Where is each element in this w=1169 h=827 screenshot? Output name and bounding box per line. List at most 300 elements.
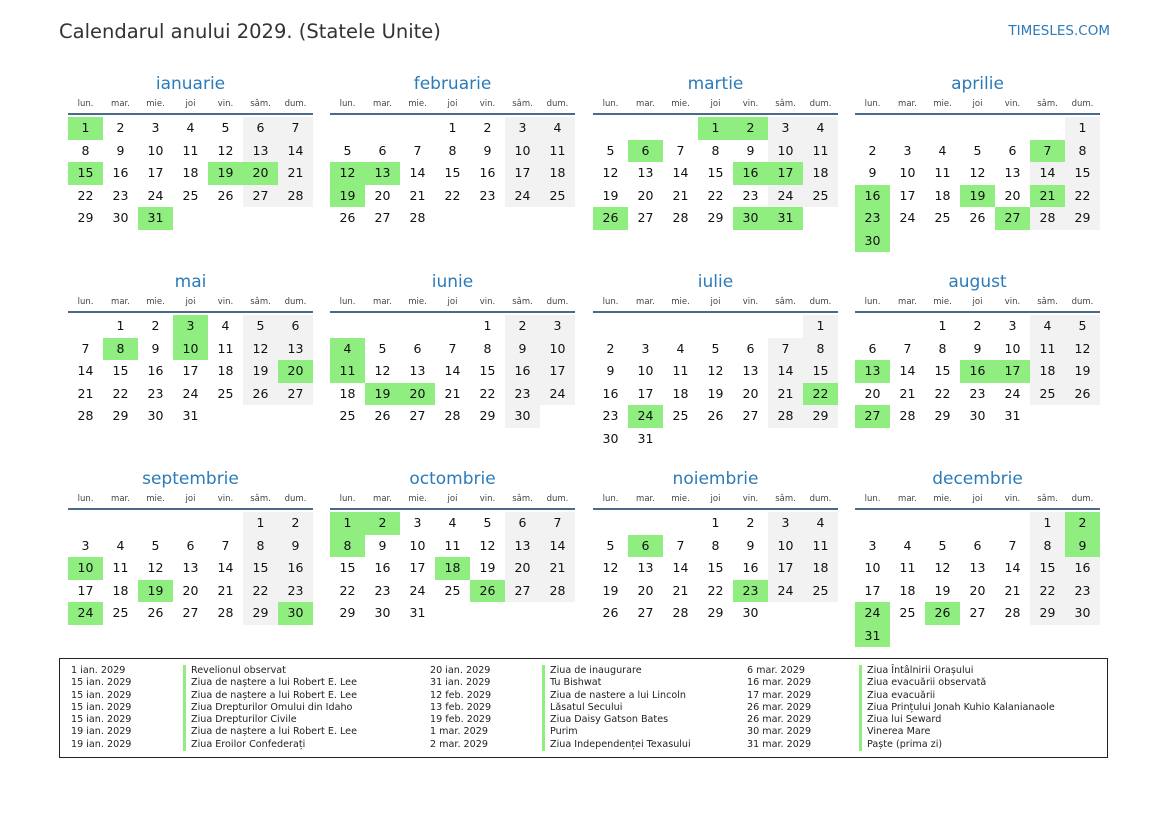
day-cell: 29 — [707, 210, 724, 225]
day-cell: 7 — [221, 537, 230, 553]
day-cell: 7 — [1008, 537, 1017, 553]
day-cell: 21 — [672, 582, 689, 598]
weekday-label: lun. — [864, 99, 881, 109]
holiday-day-cell: 21 — [1030, 185, 1065, 208]
day-cell: 4 — [1030, 315, 1065, 338]
day-cell: 27 — [182, 605, 199, 620]
holiday-list — [59, 658, 1108, 758]
day-cell: 23 — [505, 383, 540, 406]
day-cell: 3 — [540, 315, 575, 338]
holiday-day-cell: 4 — [330, 338, 365, 361]
holiday-day-cell: 1 — [68, 117, 103, 140]
divider — [855, 113, 1100, 115]
holiday-day-cell: 10 — [68, 557, 103, 580]
weekday-label: vin. — [1004, 494, 1021, 504]
weekday-label: lun. — [339, 99, 356, 109]
day-cell: 15 — [444, 165, 461, 180]
day-cell: 20 — [969, 582, 986, 598]
day-cell: 3 — [81, 537, 90, 553]
holiday-date: 19 feb. 2029 — [430, 714, 492, 726]
day-cell: 11 — [899, 560, 916, 575]
holiday-date: 19 ian. 2029 — [71, 738, 132, 750]
site-link[interactable]: TIMESLES.COM — [1008, 23, 1110, 39]
day-cell: 9 — [746, 142, 755, 158]
holiday-row — [736, 665, 1055, 677]
day-cell: 22 — [934, 385, 951, 401]
day-cell: 5 — [151, 537, 160, 553]
weekday-label: joi — [972, 297, 983, 307]
holiday-row — [736, 726, 1055, 738]
weekday-header — [68, 493, 313, 506]
day-cell: 29 — [803, 405, 838, 428]
day-cell: 13 — [1004, 165, 1021, 180]
day-cell: 30 — [505, 405, 540, 428]
holiday-day-cell: 31 — [768, 207, 803, 230]
day-cell: 19 — [602, 582, 619, 598]
day-cell: 18 — [803, 162, 838, 185]
holiday-day-cell: 11 — [330, 360, 365, 383]
month-februarie — [330, 73, 575, 230]
day-cell: 21 — [278, 162, 313, 185]
day-cell: 17 — [540, 360, 575, 383]
day-cell: 11 — [444, 537, 461, 553]
day-cell: 6 — [243, 117, 278, 140]
holiday-day-cell: 20 — [278, 360, 313, 383]
weekday-label: sâm. — [250, 494, 271, 504]
day-cell: 25 — [803, 185, 838, 208]
day-cell: 18 — [217, 363, 234, 378]
day-cell: 21 — [409, 187, 426, 203]
holiday-day-cell: 2 — [365, 512, 400, 535]
day-cell: 13 — [969, 560, 986, 575]
holiday-day-cell: 2 — [1065, 512, 1100, 535]
holiday-row — [419, 677, 691, 689]
day-cell: 5 — [243, 315, 278, 338]
day-cell: 16 — [602, 385, 619, 401]
holiday-day-cell: 13 — [855, 360, 890, 383]
day-cell: 15 — [934, 363, 951, 378]
month-iunie — [330, 271, 575, 428]
weekday-label: mie. — [671, 494, 690, 504]
holiday-day-cell: 1 — [698, 117, 733, 140]
weekday-label: sâm. — [1037, 494, 1058, 504]
day-cell: 3 — [151, 120, 160, 135]
month-name: ianuarie — [155, 74, 226, 94]
weekday-header — [68, 296, 313, 309]
month-name: martie — [687, 74, 744, 94]
day-cell: 2 — [606, 340, 615, 356]
empty-cell — [855, 315, 890, 338]
weekday-label: sâm. — [775, 494, 796, 504]
weekday-header — [855, 98, 1100, 111]
day-cell: 7 — [676, 142, 685, 158]
day-cell: 18 — [672, 385, 689, 401]
day-cell: 25 — [1030, 383, 1065, 406]
day-grid — [330, 512, 575, 625]
holiday-row — [736, 739, 1055, 751]
day-cell: 6 — [378, 142, 387, 158]
holiday-day-cell: 30 — [278, 602, 313, 625]
day-cell: 15 — [707, 560, 724, 575]
day-cell: 28 — [540, 580, 575, 603]
day-cell: 15 — [479, 363, 496, 378]
day-cell: 11 — [112, 560, 129, 575]
weekday-label: mie. — [671, 99, 690, 109]
holiday-name: Ziua de naștere a lui Robert E. Lee — [183, 677, 357, 689]
day-cell: 16 — [147, 363, 164, 378]
holiday-day-cell: 26 — [470, 580, 505, 603]
page-title: Calendarul anului 2029. (Statele Unite) — [59, 20, 441, 43]
empty-cell — [365, 117, 400, 140]
empty-cell — [855, 117, 890, 140]
empty-cell — [68, 315, 103, 338]
day-cell: 10 — [637, 363, 654, 378]
day-cell: 25 — [182, 187, 199, 203]
month-martie — [593, 73, 838, 230]
day-cell: 3 — [413, 515, 422, 530]
empty-cell — [995, 117, 1030, 140]
empty-cell — [890, 117, 925, 140]
day-cell: 26 — [1065, 383, 1100, 406]
holiday-day-cell: 26 — [593, 207, 628, 230]
day-cell: 28 — [1030, 207, 1065, 230]
holiday-date: 31 mar. 2029 — [747, 738, 812, 750]
divider — [68, 113, 313, 115]
holiday-day-cell: 13 — [365, 162, 400, 185]
holiday-row — [419, 665, 691, 677]
day-cell: 14 — [1030, 162, 1065, 185]
day-grid — [68, 315, 313, 428]
day-cell: 2 — [868, 142, 877, 158]
holiday-date: 15 ian. 2029 — [71, 689, 132, 701]
day-cell: 13 — [278, 338, 313, 361]
day-cell: 26 — [243, 383, 278, 406]
empty-cell — [593, 117, 628, 140]
holiday-row — [736, 690, 1055, 702]
weekday-header — [330, 98, 575, 111]
holiday-day-cell: 16 — [960, 360, 995, 383]
day-cell: 30 — [112, 210, 129, 225]
day-cell: 27 — [742, 408, 759, 423]
month-name: august — [948, 272, 1007, 292]
month-name: iunie — [431, 272, 474, 292]
day-cell: 10 — [899, 165, 916, 180]
day-cell: 14 — [1004, 560, 1021, 575]
holiday-row — [60, 726, 357, 738]
weekday-label: joi — [710, 99, 721, 109]
month-august — [855, 271, 1100, 428]
holiday-date: 15 ian. 2029 — [71, 714, 132, 726]
weekday-label: dum. — [546, 494, 569, 504]
weekday-label: joi — [447, 99, 458, 109]
day-cell: 22 — [77, 187, 94, 203]
day-cell: 25 — [672, 408, 689, 423]
day-cell: 28 — [899, 408, 916, 423]
day-cell: 4 — [221, 318, 230, 333]
day-cell: 26 — [147, 605, 164, 620]
weekday-header — [593, 493, 838, 506]
day-cell: 26 — [969, 210, 986, 225]
day-cell: 6 — [505, 512, 540, 535]
day-cell: 14 — [444, 363, 461, 378]
day-cell: 19 — [934, 582, 951, 598]
weekday-label: dum. — [809, 297, 832, 307]
day-cell: 5 — [378, 340, 387, 356]
weekday-label: mie. — [146, 297, 165, 307]
holiday-day-cell: 16 — [855, 185, 890, 208]
day-cell: 15 — [339, 560, 356, 575]
day-cell: 6 — [746, 340, 755, 356]
empty-cell — [628, 315, 663, 338]
month-name: decembrie — [932, 469, 1023, 489]
day-cell: 26 — [217, 187, 234, 203]
day-cell: 21 — [672, 187, 689, 203]
weekday-header — [593, 98, 838, 111]
weekday-label: dum. — [1071, 494, 1094, 504]
day-cell: 15 — [1065, 162, 1100, 185]
day-cell: 8 — [803, 338, 838, 361]
day-cell: 15 — [243, 557, 278, 580]
day-cell: 9 — [746, 537, 755, 553]
holiday-date: 1 ian. 2029 — [71, 665, 126, 676]
day-cell: 27 — [409, 408, 426, 423]
day-grid — [68, 512, 313, 625]
month-name: octombrie — [409, 469, 496, 489]
day-cell: 21 — [217, 582, 234, 598]
day-grid — [593, 117, 838, 230]
day-cell: 27 — [505, 580, 540, 603]
day-cell: 20 — [374, 187, 391, 203]
weekday-label: mar. — [898, 297, 917, 307]
weekday-label: dum. — [809, 99, 832, 109]
empty-cell — [400, 117, 435, 140]
holiday-day-cell: 3 — [173, 315, 208, 338]
holiday-name: Ziua Eroilor Confederați — [183, 739, 305, 751]
weekday-label: mar. — [636, 99, 655, 109]
holiday-day-cell: 24 — [68, 602, 103, 625]
day-cell: 5 — [606, 537, 615, 553]
holiday-day-cell: 18 — [435, 557, 470, 580]
day-cell: 5 — [343, 142, 352, 158]
empty-cell — [330, 315, 365, 338]
day-cell: 17 — [899, 187, 916, 203]
day-cell: 5 — [711, 340, 720, 356]
day-cell: 12 — [969, 165, 986, 180]
holiday-day-cell: 15 — [68, 162, 103, 185]
weekday-label: mie. — [671, 297, 690, 307]
day-cell: 7 — [768, 338, 803, 361]
weekday-label: joi — [447, 297, 458, 307]
holiday-row — [60, 665, 357, 677]
day-cell: 10 — [768, 140, 803, 163]
weekday-label: vin. — [1004, 297, 1021, 307]
day-cell: 2 — [973, 318, 982, 333]
empty-cell — [925, 512, 960, 535]
day-cell: 17 — [637, 385, 654, 401]
day-cell: 8 — [483, 340, 492, 356]
holiday-day-cell: 9 — [1065, 535, 1100, 558]
weekday-label: vin. — [742, 99, 759, 109]
day-cell: 11 — [672, 363, 689, 378]
holiday-date: 12 feb. 2029 — [430, 689, 492, 701]
day-cell: 25 — [444, 582, 461, 598]
weekday-label: mie. — [933, 99, 952, 109]
day-cell: 24 — [768, 185, 803, 208]
day-cell: 20 — [637, 582, 654, 598]
divider — [593, 508, 838, 510]
weekday-label: mar. — [373, 297, 392, 307]
weekday-label: mie. — [408, 494, 427, 504]
weekday-label: mar. — [898, 99, 917, 109]
empty-cell — [663, 117, 698, 140]
day-cell: 25 — [934, 210, 951, 225]
day-cell: 20 — [637, 187, 654, 203]
day-cell: 5 — [606, 142, 615, 158]
holiday-name: Ziua lui Seward — [859, 714, 941, 726]
holiday-day-cell: 8 — [330, 535, 365, 558]
holiday-name: Tu Bishwat — [542, 677, 601, 689]
day-cell: 30 — [969, 408, 986, 423]
day-cell: 4 — [938, 142, 947, 158]
day-cell: 29 — [1030, 602, 1065, 625]
divider — [330, 113, 575, 115]
holiday-row — [419, 714, 691, 726]
day-cell: 9 — [278, 535, 313, 558]
day-cell: 8 — [711, 142, 720, 158]
day-cell: 24 — [899, 210, 916, 225]
day-cell: 1 — [1030, 512, 1065, 535]
day-cell: 6 — [868, 340, 877, 356]
empty-cell — [698, 315, 733, 338]
month-name: aprilie — [951, 74, 1004, 94]
holiday-day-cell: 20 — [243, 162, 278, 185]
holiday-row — [60, 690, 357, 702]
day-cell: 22 — [1065, 185, 1100, 208]
day-cell: 6 — [1008, 142, 1017, 158]
day-cell: 15 — [803, 360, 838, 383]
day-cell: 19 — [602, 187, 619, 203]
weekday-header — [855, 493, 1100, 506]
day-cell: 9 — [483, 142, 492, 158]
day-cell: 18 — [803, 557, 838, 580]
day-cell: 5 — [483, 515, 492, 530]
day-cell: 14 — [672, 165, 689, 180]
holiday-row — [419, 726, 691, 738]
day-cell: 16 — [374, 560, 391, 575]
divider — [855, 508, 1100, 510]
day-cell: 23 — [742, 187, 759, 203]
holiday-row — [60, 677, 357, 689]
day-cell: 16 — [505, 360, 540, 383]
day-cell: 19 — [707, 385, 724, 401]
day-cell: 12 — [479, 537, 496, 553]
weekday-label: lun. — [77, 297, 94, 307]
day-cell: 29 — [112, 408, 129, 423]
empty-cell — [138, 512, 173, 535]
holiday-row — [736, 677, 1055, 689]
day-cell: 29 — [479, 408, 496, 423]
day-cell: 11 — [182, 142, 199, 158]
holiday-date: 1 mar. 2029 — [430, 726, 488, 738]
weekday-label: mie. — [146, 494, 165, 504]
day-cell: 2 — [746, 515, 755, 530]
day-cell: 31 — [637, 430, 654, 446]
weekday-label: mie. — [933, 297, 952, 307]
day-cell: 5 — [221, 120, 230, 135]
day-cell: 27 — [278, 383, 313, 406]
holiday-day-cell: 19 — [365, 383, 400, 406]
divider — [593, 311, 838, 313]
empty-cell — [995, 512, 1030, 535]
holiday-day-cell: 23 — [855, 207, 890, 230]
holiday-day-cell: 26 — [925, 602, 960, 625]
divider — [330, 311, 575, 313]
weekday-header — [593, 296, 838, 309]
day-cell: 4 — [803, 117, 838, 140]
day-cell: 23 — [112, 187, 129, 203]
day-cell: 1 — [938, 318, 947, 333]
weekday-label: sâm. — [250, 99, 271, 109]
weekday-label: mie. — [146, 99, 165, 109]
month-noiembrie — [593, 468, 838, 625]
day-cell: 24 — [540, 383, 575, 406]
divider — [68, 508, 313, 510]
empty-cell — [1030, 117, 1065, 140]
day-cell: 1 — [243, 512, 278, 535]
holiday-day-cell: 31 — [138, 207, 173, 230]
holiday-date: 6 mar. 2029 — [747, 665, 805, 676]
day-grid — [855, 117, 1100, 252]
day-cell: 24 — [409, 582, 426, 598]
empty-cell — [960, 512, 995, 535]
day-cell: 22 — [479, 385, 496, 401]
day-cell: 27 — [637, 605, 654, 620]
day-cell: 30 — [1065, 602, 1100, 625]
holiday-day-cell: 10 — [173, 338, 208, 361]
day-cell: 23 — [1065, 580, 1100, 603]
day-cell: 4 — [186, 120, 195, 135]
day-cell: 25 — [339, 408, 356, 423]
month-decembrie — [855, 468, 1100, 647]
day-cell: 27 — [969, 605, 986, 620]
weekday-label: mar. — [373, 494, 392, 504]
day-cell: 9 — [606, 363, 615, 378]
weekday-label: vin. — [217, 494, 234, 504]
day-cell: 28 — [77, 408, 94, 423]
day-cell: 12 — [1065, 338, 1100, 361]
month-mai — [68, 271, 313, 428]
day-cell: 21 — [77, 385, 94, 401]
holiday-name: Ziua Drepturilor Civile — [183, 714, 297, 726]
day-cell: 4 — [540, 117, 575, 140]
holiday-day-cell: 19 — [138, 580, 173, 603]
holiday-date: 17 mar. 2029 — [747, 689, 812, 701]
holiday-date: 19 ian. 2029 — [71, 726, 132, 738]
day-cell: 10 — [1004, 340, 1021, 356]
day-grid — [68, 117, 313, 230]
day-cell: 20 — [182, 582, 199, 598]
holiday-date: 30 mar. 2029 — [747, 726, 812, 738]
weekday-label: lun. — [602, 297, 619, 307]
weekday-label: mar. — [373, 99, 392, 109]
day-cell: 22 — [707, 187, 724, 203]
weekday-label: lun. — [339, 494, 356, 504]
month-octombrie — [330, 468, 575, 625]
day-cell: 20 — [864, 385, 881, 401]
weekday-label: joi — [972, 494, 983, 504]
empty-cell — [435, 315, 470, 338]
day-cell: 8 — [711, 537, 720, 553]
